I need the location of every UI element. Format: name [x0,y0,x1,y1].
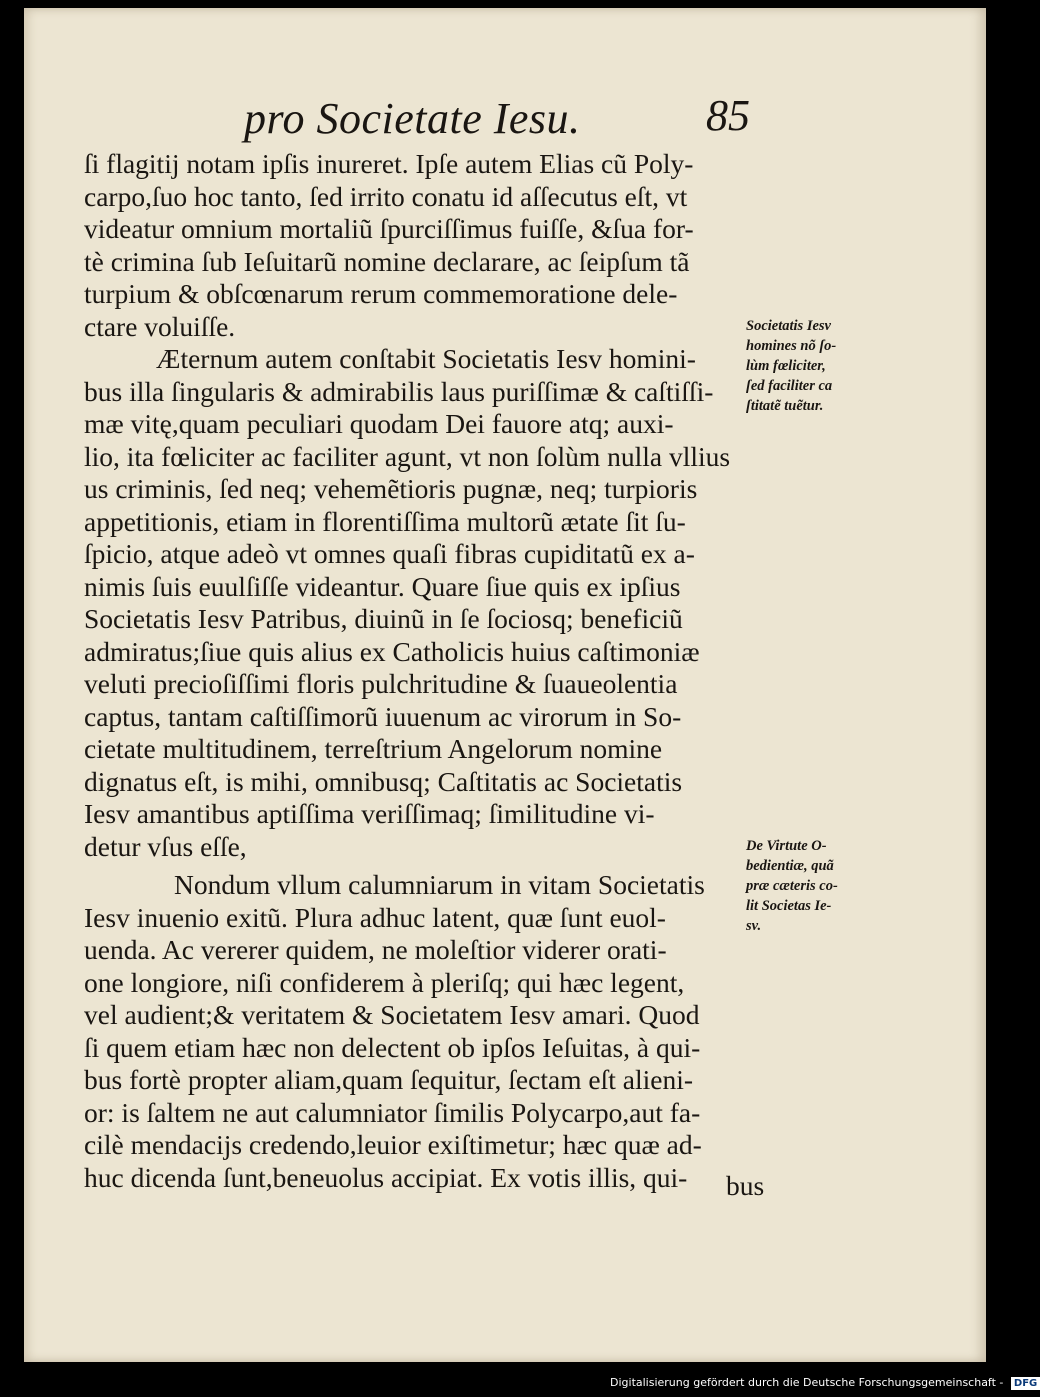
text-line: vel audient;& veritatem & Societatem Iesv amari. Quod [84,999,700,1030]
text-line: admiratus;ſiue quis alius ex Catholicis huius caſtimoniæ [84,635,700,667]
footer-text: Digitalisierung gefördert durch die Deutsche Forschungsgemeinschaft - [610,1376,1004,1389]
text-line: dignatus eſt, is mihi, omnibusq; Caſtitatis ac Societatis [84,765,683,797]
text-line: videatur omnium mortaliũ ſpurciſſimus fuiſſe, &ſua for- [84,213,694,244]
margin-note-obedience [746,836,882,936]
text-line: veluti precioſiſſimi floris pulchritudine & ſuaueolentia [84,668,678,699]
margin-note-line: præ cæteris co- [746,878,838,894]
margin-note-chastity [746,316,882,416]
text-line: ſi quem etiam hæc non delectent ob ipſos Ieſuitas, à qui- [84,1031,701,1063]
text-line: Æternum autem conſtabit Societatis Iesv homini- [156,343,696,374]
text-line: tè crimina ſub Ieſuitarũ nomine declarare, ac ſeipſum tã [84,245,690,277]
body-text [84,148,789,1194]
margin-note-line: sv. [746,918,762,934]
text-line: uenda. Ac vererer quidem, ne moleſtior viderer orati- [84,934,667,965]
text-line: bus illa ſingularis & admirabilis laus puriſſimæ & caſtiſſi- [84,375,714,407]
margin-note-line: bedientiæ, quã [746,858,834,874]
margin-note-line: homines nõ ſo- [746,338,837,354]
text-line: ſpicio, atque adeò vt omnes quaſi fibras cupiditatũ ex a- [84,538,695,569]
text-line: us criminis, ſed neq; vehemẽtioris pugnæ, neq; turpioris [84,473,698,504]
digitization-footer [610,1376,1040,1390]
text-line: turpium & obſcœnarum rerum commemoratione dele- [84,278,678,309]
margin-note-line: lùm fœliciter, [746,358,826,374]
text-line: Iesv inuenio exitũ. Plura adhuc latent, quæ ſunt euol- [84,901,666,933]
text-line: one longiore, niſi confiderem à pleriſq; qui hæc legent, [84,966,685,998]
text-line: Nondum vllum calumniarum in vitam Societatis [174,869,705,900]
text-line: appetitionis, etiam in florentiſſima multorũ ætate ſit ſu- [84,505,686,537]
margin-note-line: ſtitatẽ tuẽtur. [746,398,824,414]
text-line: carpo,ſuo hoc tanto, ſed irrito conatu id aſſecutus eſt, vt [84,180,688,212]
text-line: huc dicenda ſunt,beneuolus accipiat. Ex votis illis, qui- [84,1161,688,1193]
margin-note-line: ſed faciliter ca [746,378,833,394]
margin-note-line: De Virtute O- [746,838,827,854]
book-page [24,8,986,1362]
margin-note-line: Societatis Iesv [746,318,831,334]
text-line: Iesv amantibus aptiſſima veriſſimaq; ſimilitudine vi- [84,798,655,829]
text-line: Societatis Iesv Patribus, diuinũ in ſe ſociosq; beneficiũ [84,603,683,634]
text-line: detur vſus eſſe, [84,830,247,862]
dfg-logo: DFG [1011,1377,1040,1390]
text-line: or: is ſaltem ne aut calumniator ſimilis Polycarpo,aut fa- [84,1096,701,1128]
text-line: ſi flagitij notam ipſis inureret. Ipſe autem Elias cũ Poly- [84,148,694,179]
text-line: nimis ſuis euulſiſſe videantur. Quare ſiue quis ex ipſius [84,570,681,602]
text-line: cietate multitudinem, terreſtrium Angelorum nomine [84,733,663,764]
text-line: cilè mendacijs credendo,leuior exiſtimetur; hæc quæ ad- [84,1129,702,1160]
text-line: ctare voluiſſe. [84,310,236,342]
text-line: captus, tantam caſtiſſimorũ iuuenum ac virorum in So- [84,700,682,732]
text-line: lio, ita fœliciter ac faciliter agunt, vt non ſolùm nulla vllius [84,440,731,472]
catchword: bus [726,1170,765,1201]
text-line: bus fortè propter aliam,quam ſequitur, ſectam eſt alieni- [84,1064,694,1095]
text-line: mæ vitę,quam peculiari quodam Dei fauore atq; auxi- [84,408,674,439]
margin-note-line: lit Societas Ie- [746,898,832,914]
page-number: 85 [706,91,750,140]
running-head-title: pro Societate Iesu. [244,94,581,143]
